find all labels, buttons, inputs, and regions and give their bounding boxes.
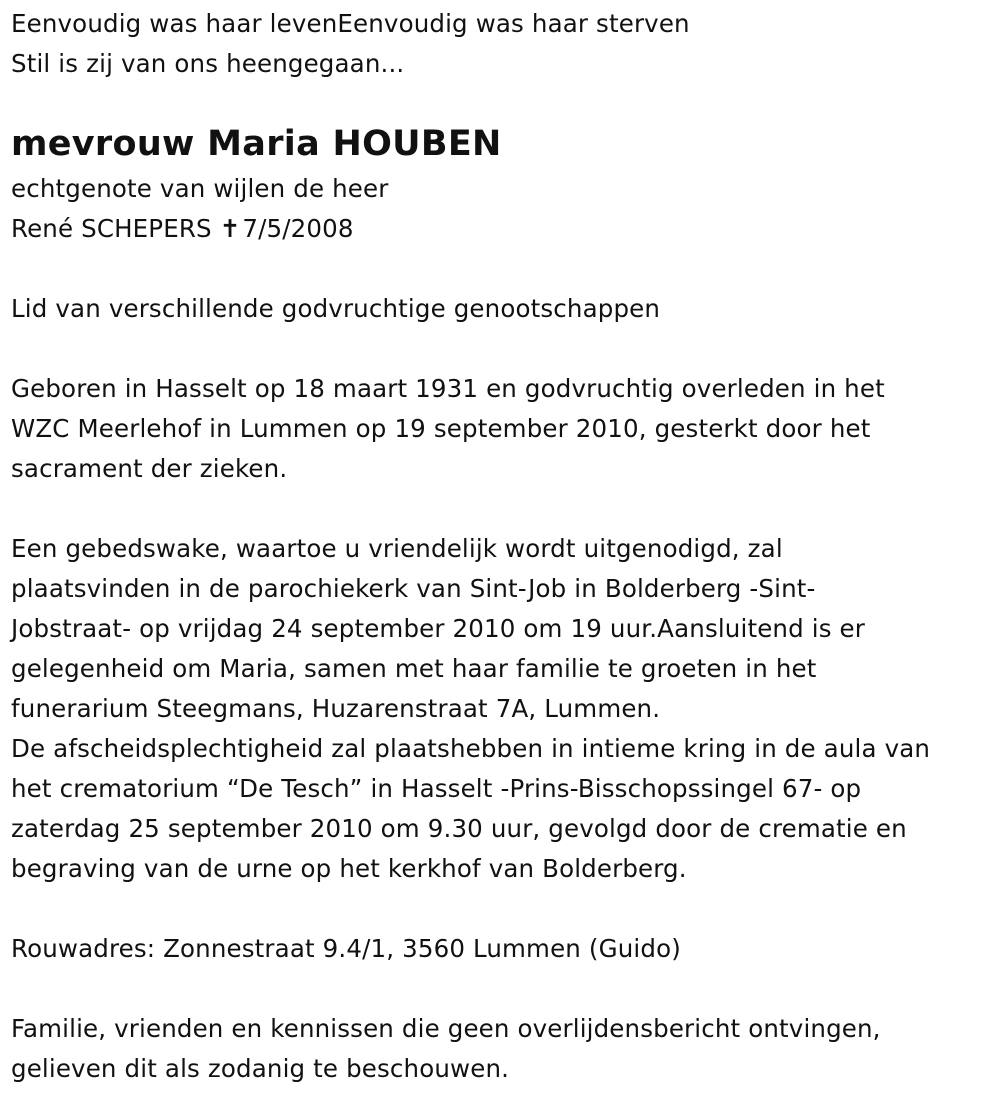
intro-line-1: Eenvoudig was haar levenEenvoudig was haar sterven [11,9,690,38]
wake-line-4: gelegenheid om Maria, samen met haar familie te groeten in het [11,654,817,683]
birth-death-line-2: WZC Meerlehof in Lummen op 19 september 2010, gesterkt door het [11,414,871,443]
spouse-line-1: echtgenote van wijlen de heer [11,174,389,203]
deceased-name: mevrouw Maria HOUBEN [11,124,502,164]
spouse-line-2 [11,209,996,249]
farewell-line-2: het crematorium “De Tesch” in Hasselt -Prins-Bisschopssingel 67- op [11,774,862,803]
birth-death-paragraph [11,369,996,489]
spouse-name: René SCHEPERS [11,214,212,243]
closing-paragraph [11,1009,996,1089]
spacer [11,489,996,529]
spouse-info [11,169,996,249]
spacer [11,889,996,929]
farewell-line-3: zaterdag 25 september 2010 om 9.30 uur, gevolgd door de crematie en [11,814,907,843]
spacer [11,969,996,1009]
birth-death-line-1: Geboren in Hasselt op 18 maart 1931 en godvruchtig overleden in het [11,374,885,403]
intro-verse [11,4,996,84]
mourning-address: Rouwadres: Zonnestraat 9.4/1, 3560 Lummen (Guido) [11,934,681,963]
cross-icon: ✝ [219,214,241,243]
spacer [11,329,996,369]
obituary-document [11,4,996,1089]
closing-line-1: Familie, vrienden en kennissen die geen overlijdensbericht ontvingen, [11,1014,881,1043]
intro-line-2: Stil is zij van ons heengegaan... [11,49,405,78]
wake-paragraph [11,529,996,729]
membership-line: Lid van verschillende godvruchtige genootschappen [11,294,661,323]
spouse-death-date: 7/5/2008 [242,214,354,243]
farewell-line-4: begraving van de urne op het kerkhof van Bolderberg. [11,854,687,883]
wake-line-5: funerarium Steegmans, Huzarenstraat 7A, Lummen. [11,694,661,723]
closing-line-2: gelieven dit als zodanig te beschouwen. [11,1054,510,1083]
farewell-paragraph [11,729,996,889]
wake-line-1: Een gebedswake, waartoe u vriendelijk wordt uitgenodigd, zal [11,534,783,563]
birth-death-line-3: sacrament der zieken. [11,454,288,483]
wake-line-2: plaatsvinden in de parochiekerk van Sint-Job in Bolderberg -Sint- [11,574,816,603]
wake-line-3: Jobstraat- op vrijdag 24 september 2010 om 19 uur.Aansluitend is er [11,614,865,643]
farewell-line-1: De afscheidsplechtigheid zal plaatshebben in intieme kring in de aula van [11,734,931,763]
address-paragraph [11,929,996,969]
spacer [11,249,996,289]
membership-paragraph [11,289,996,329]
